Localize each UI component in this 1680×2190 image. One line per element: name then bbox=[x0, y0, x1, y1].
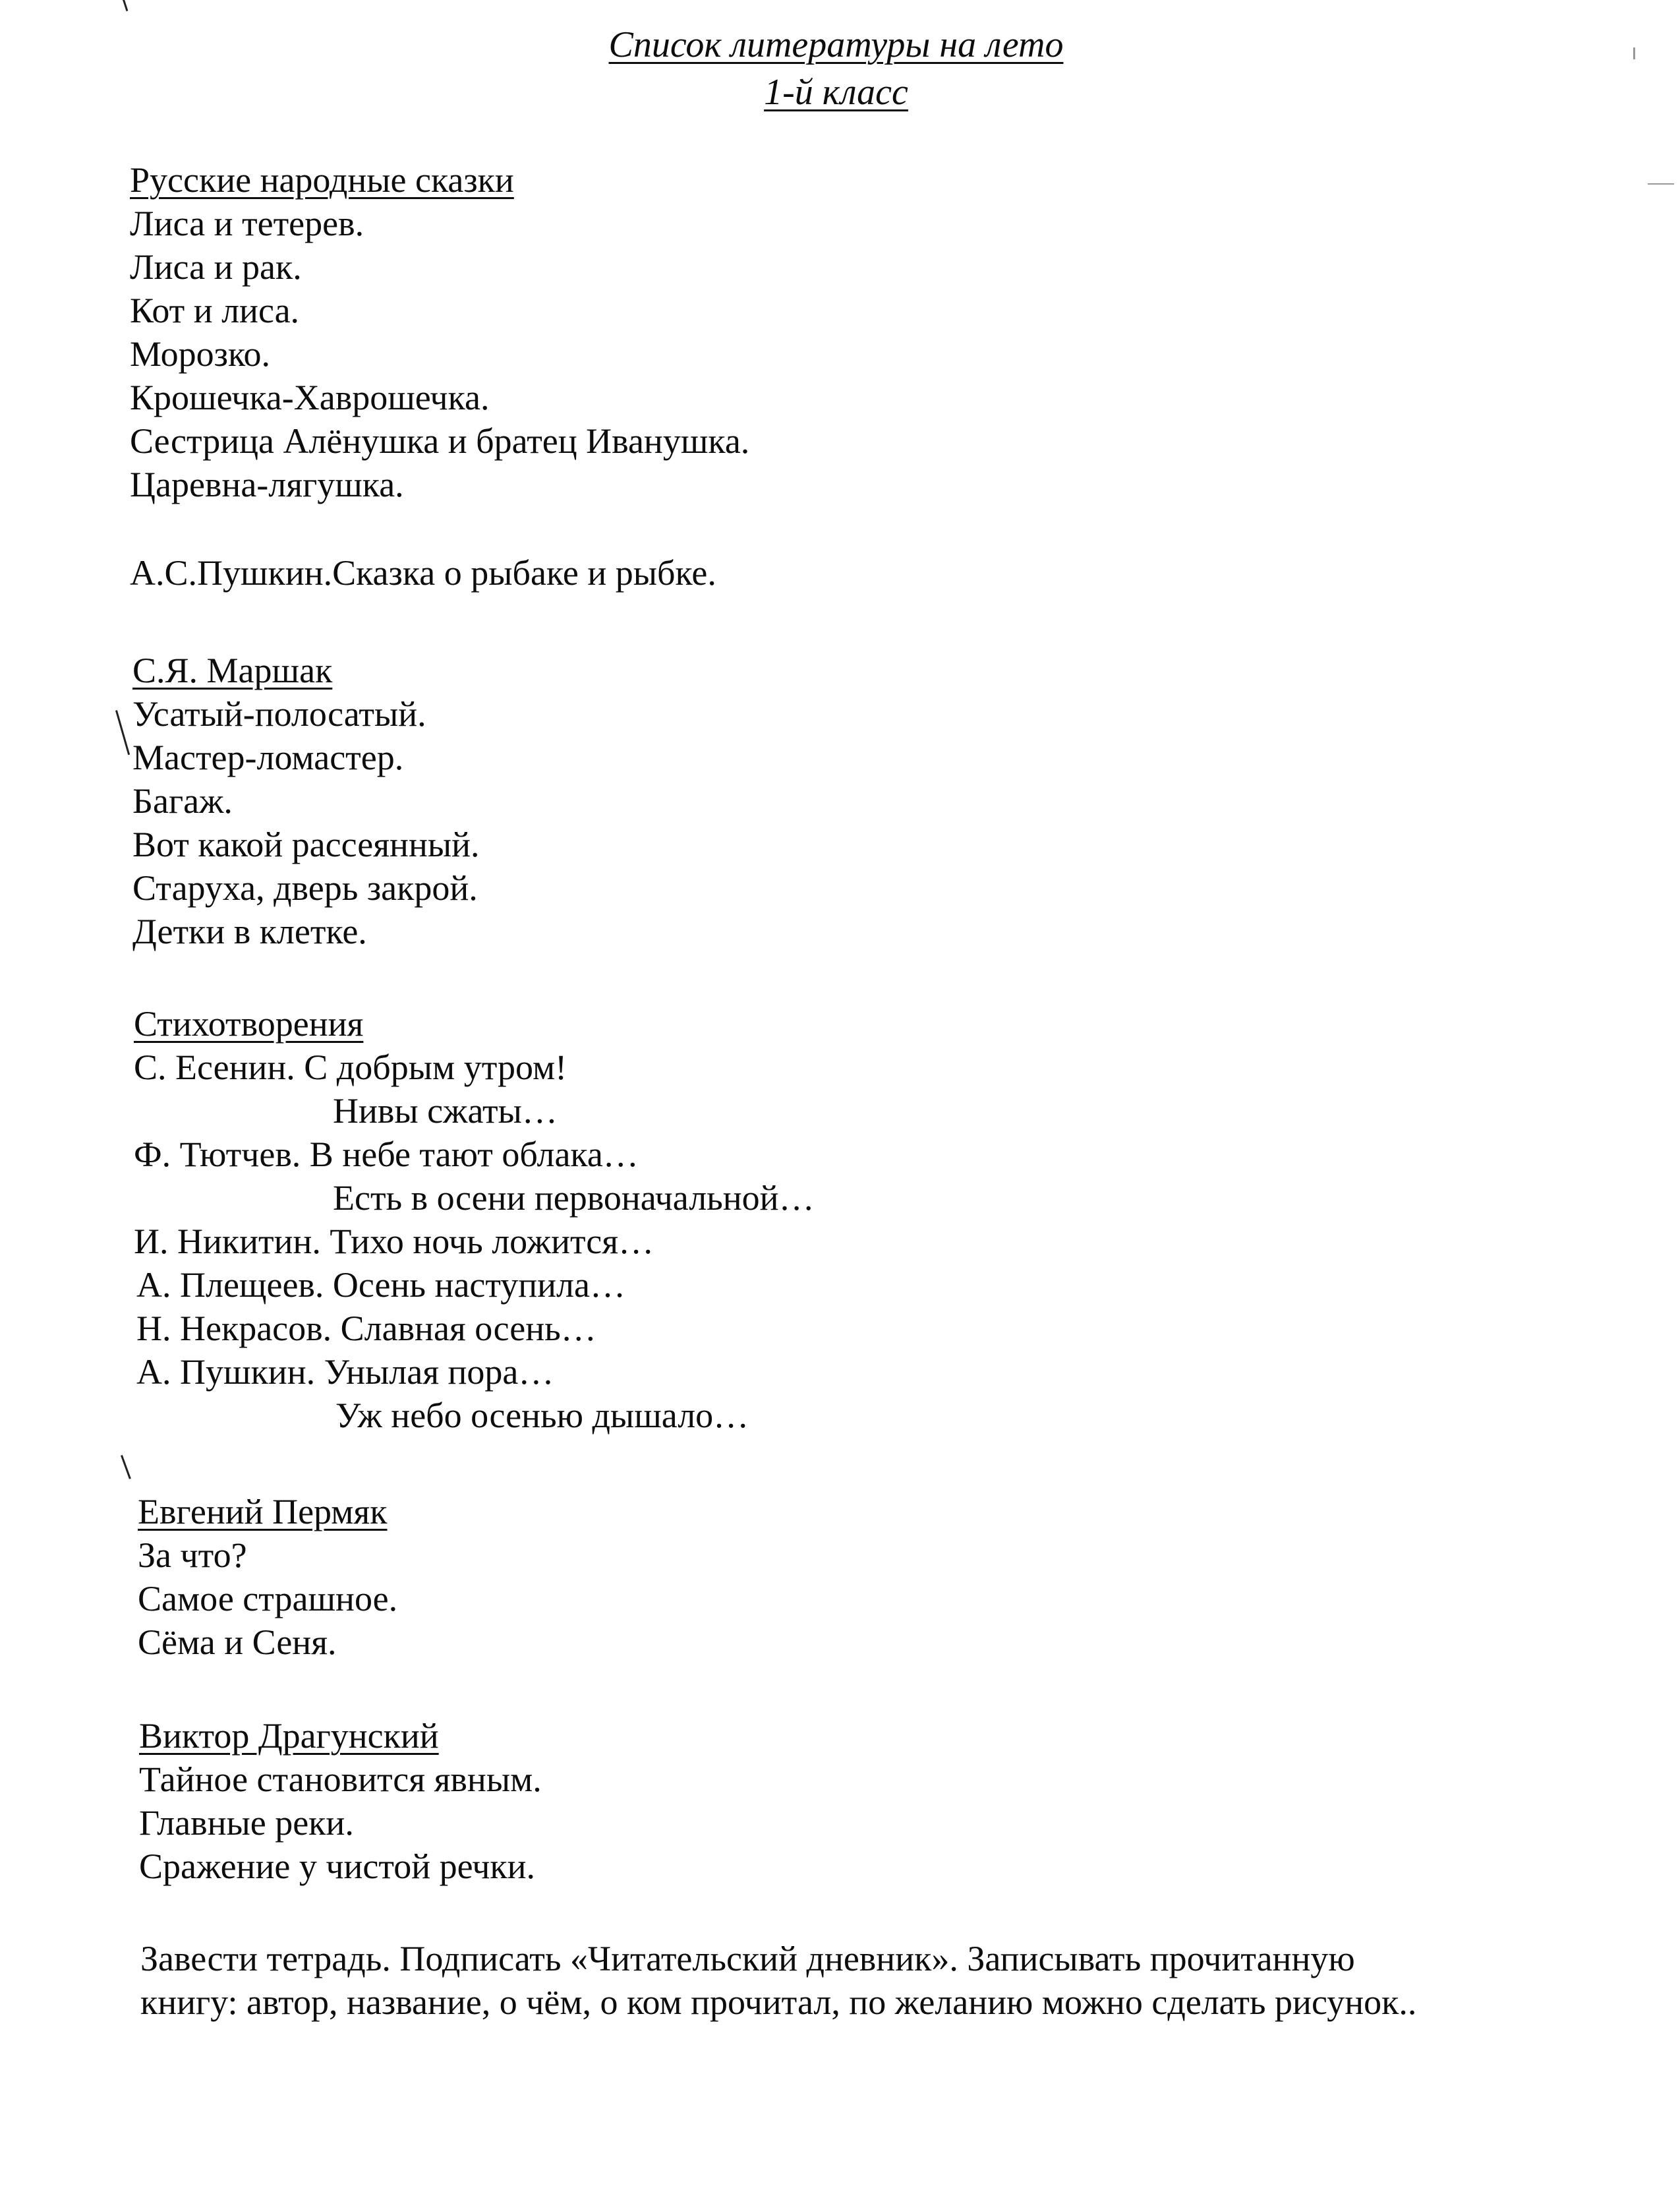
list-item: Усатый-полосатый. bbox=[132, 694, 426, 734]
list-item: Ф. Тютчев. В небе тают облака… bbox=[134, 1135, 639, 1174]
list-item: А. Плещеев. Осень наступила… bbox=[136, 1265, 625, 1305]
list-item: Крошечка-Хаврошечка. bbox=[130, 378, 490, 417]
list-item-indented: Нивы сжаты… bbox=[333, 1091, 558, 1131]
list-item: Царевна-лягушка. bbox=[130, 465, 404, 504]
scan-mark bbox=[115, 710, 130, 755]
list-item-indented: Уж небо осенью дышало… bbox=[335, 1396, 749, 1435]
list-item: А. Пушкин. Унылая пора… bbox=[136, 1352, 554, 1392]
scan-speck bbox=[1648, 183, 1674, 185]
list-item: Вот какой рассеянный. bbox=[132, 825, 480, 864]
list-item: Сражение у чистой речки. bbox=[139, 1847, 536, 1886]
list-item: Багаж. bbox=[132, 781, 233, 821]
list-item: И. Никитин. Тихо ночь ложится… bbox=[134, 1222, 654, 1261]
scan-mark bbox=[123, 0, 128, 11]
list-item: Детки в клетке. bbox=[132, 912, 367, 951]
list-item: Самое страшное. bbox=[138, 1579, 398, 1618]
section-heading-folk-tales: Русские народные сказки bbox=[130, 160, 514, 200]
scan-speck bbox=[1633, 47, 1635, 59]
section-heading-marshak: С.Я. Маршак bbox=[132, 651, 333, 690]
list-item: Кот и лиса. bbox=[130, 291, 300, 330]
pushkin-line: А.С.Пушкин.Сказка о рыбаке и рыбке. bbox=[130, 553, 716, 593]
scan-mark bbox=[121, 1455, 131, 1479]
list-item: Лиса и рак. bbox=[130, 247, 302, 287]
list-item: Н. Некрасов. Славная осень… bbox=[136, 1309, 596, 1348]
list-item: Морозко. bbox=[130, 334, 270, 374]
section-heading-poems: Стихотворения bbox=[134, 1004, 364, 1044]
list-item: С. Есенин. С добрым утром! bbox=[134, 1048, 567, 1087]
list-item: Лиса и тетерев. bbox=[130, 204, 364, 243]
list-item: Сёма и Сеня. bbox=[138, 1622, 337, 1662]
document-title bbox=[0, 21, 1680, 116]
list-item: Сестрица Алёнушка и братец Иванушка. bbox=[130, 421, 750, 461]
title-line: Список литературы на лето bbox=[608, 24, 1064, 65]
list-item: Мастер-ломастер. bbox=[132, 738, 404, 777]
list-item: Тайное становится явным. bbox=[139, 1760, 542, 1799]
list-item-indented: Есть в осени первоначальной… bbox=[333, 1178, 815, 1218]
list-item: За что? bbox=[138, 1535, 247, 1575]
note-line: Завести тетрадь. Подписать «Читательский дневник». Записывать прочитанную bbox=[140, 1939, 1355, 1978]
subtitle-line: 1-й класс bbox=[764, 72, 908, 113]
section-heading-dragunsky: Виктор Драгунский bbox=[139, 1716, 439, 1756]
note-line: книгу: автор, название, о чём, о ком прочитал, по желанию можно сделать рисунок.. bbox=[140, 1982, 1417, 2022]
list-item: Старуха, дверь закрой. bbox=[132, 868, 478, 908]
list-item: Главные реки. bbox=[139, 1803, 354, 1843]
section-heading-permyak: Евгений Пермяк bbox=[138, 1492, 388, 1531]
